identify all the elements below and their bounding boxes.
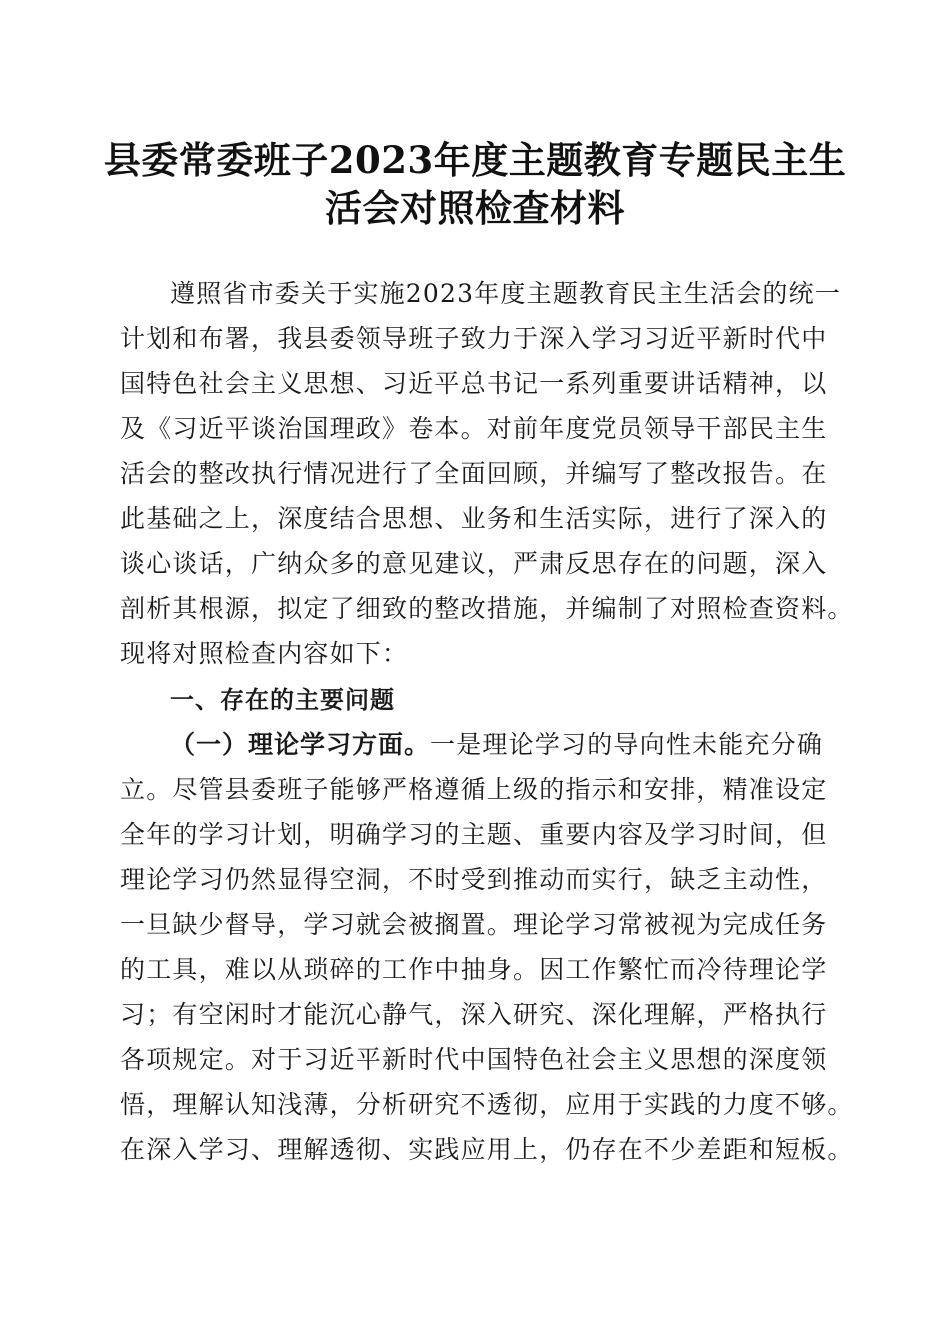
subsection-paragraph-line: 的工具，难以从琐碎的工作中抽身。因工作繁忙而冷待理论学	[120, 955, 828, 984]
intro-paragraph-line: 计划和布署，我县委领导班子致力于深入学习习近平新时代中	[120, 324, 828, 353]
document-title-line-2: 活会对照检查材料	[325, 186, 625, 230]
subsection-paragraph-line: 各项规定。对于习近平新时代中国特色社会主义思想的深度领	[120, 1045, 828, 1074]
intro-paragraph-line: 遵照省市委关于实施2023年度主题教育民主生活会的统一	[170, 279, 842, 308]
intro-paragraph-line: 现将对照检查内容如下：	[120, 639, 409, 668]
subsection-paragraph-line: 全年的学习计划，明确学习的主题、重要内容及学习时间，但	[120, 820, 828, 849]
document-title-line-1: 县委常委班子2023年度主题教育专题民主生	[103, 138, 847, 182]
intro-paragraph-line: 剖析其根源，拟定了细致的整改措施，并编制了对照检查资料。	[120, 594, 854, 623]
subsection-paragraph-line: 习；有空闲时才能沉心静气，深入研究、深化理解，严格执行	[120, 1000, 828, 1029]
subsection-paragraph-line: 悟，理解认知浅薄，分析研究不透彻，应用于实践的力度不够。	[120, 1090, 854, 1119]
section-heading: 一、存在的主要问题	[170, 686, 395, 714]
subsection-first-line	[170, 723, 840, 767]
intro-paragraph-line: 及《习近平谈治国理政》卷本。对前年度党员领导干部民主生	[120, 414, 828, 443]
subsection-paragraph-line: 一旦缺少督导，学习就会被搁置。理论学习常被视为完成任务	[120, 910, 828, 939]
intro-paragraph-line: 国特色社会主义思想、习近平总书记一系列重要讲话精神，以	[120, 369, 828, 398]
intro-paragraph-line: 活会的整改执行情况进行了全面回顾，并编写了整改报告。在	[120, 459, 828, 488]
intro-paragraph-line: 谈心谈话，广纳众多的意见建议，严肃反思存在的问题，深入	[120, 549, 828, 578]
subsection-paragraph-line: 立。尽管县委班子能够严格遵循上级的指示和安排，精准设定	[120, 775, 828, 804]
subsection-first-line-text: 一是理论学习的导向性未能充分确	[430, 730, 824, 759]
subsection-paragraph-line: 在深入学习、理解透彻、实践应用上，仍存在不少差距和短板。	[120, 1135, 854, 1164]
subsection-label: （一）理论学习方面。	[170, 730, 431, 759]
intro-paragraph-line: 此基础之上，深度结合思想、业务和生活实际，进行了深入的	[120, 504, 828, 533]
subsection-paragraph-line: 理论学习仍然显得空洞，不时受到推动而实行，缺乏主动性，	[120, 865, 828, 894]
